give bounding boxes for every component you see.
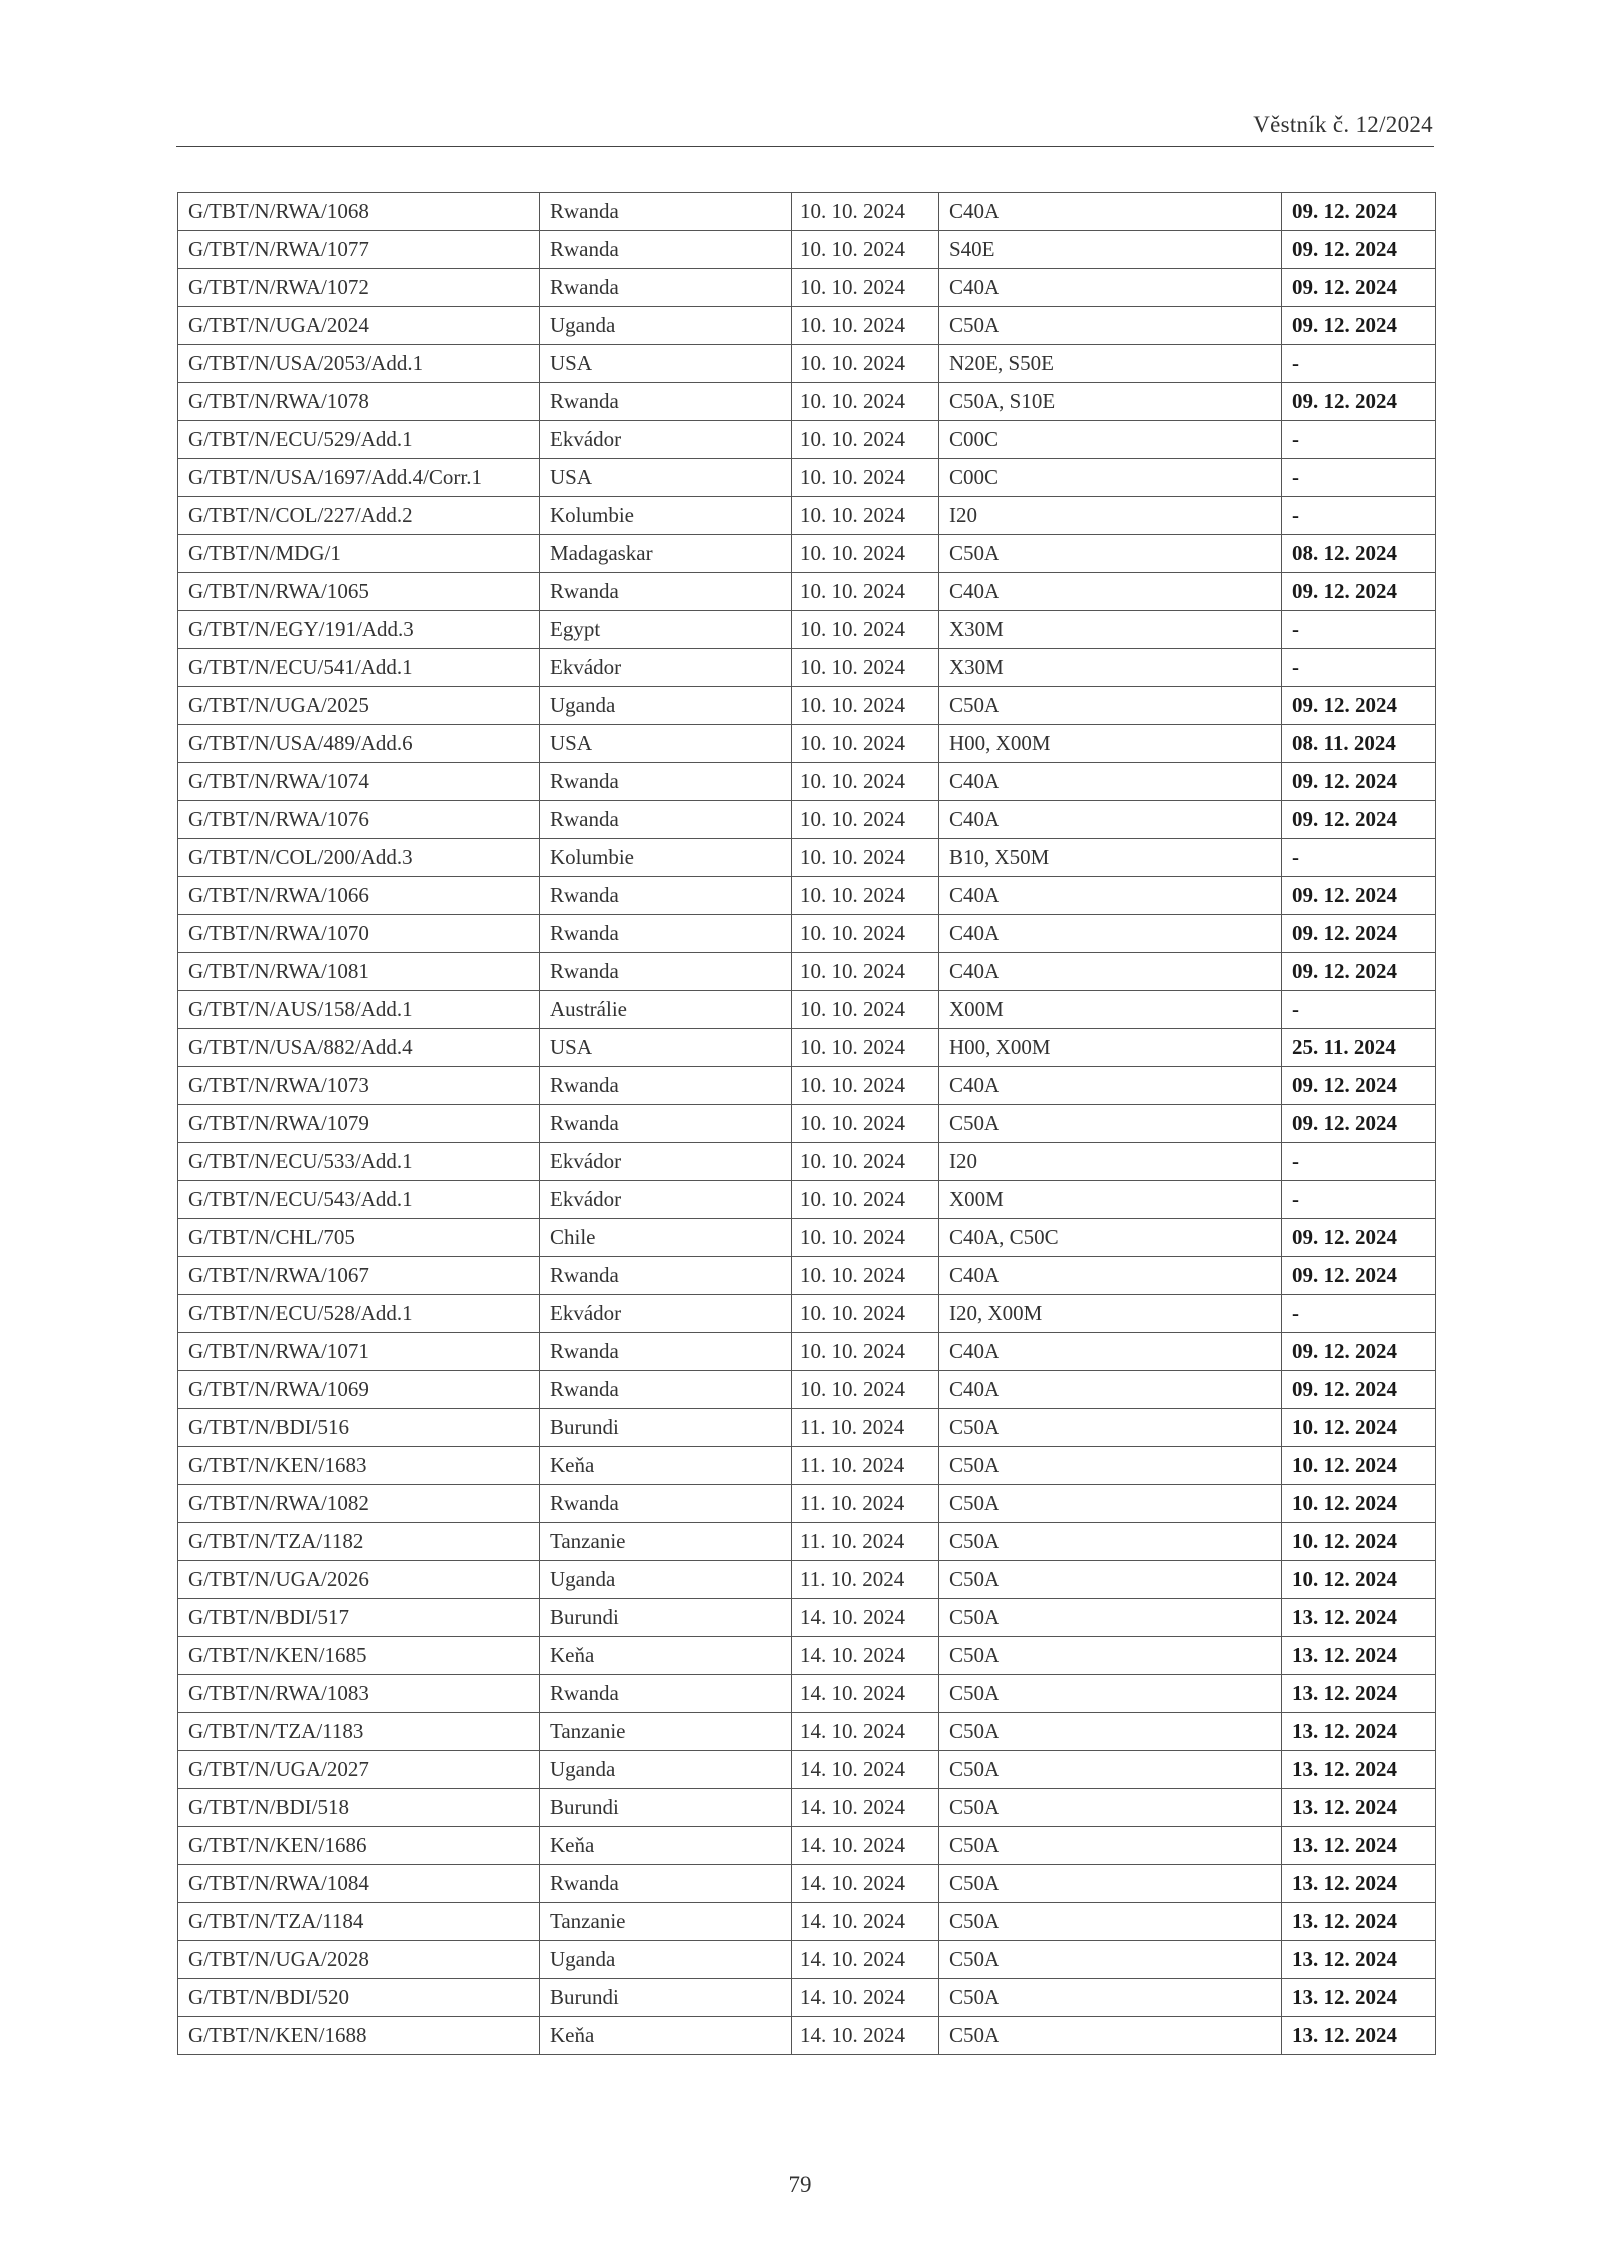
notification-id-cell: G/TBT/N/RWA/1067 (178, 1257, 540, 1295)
notification-date-cell: 14. 10. 2024 (792, 1979, 939, 2017)
ics-codes-cell: C50A (939, 1599, 1282, 1637)
comment-deadline-cell: 09. 12. 2024 (1282, 269, 1436, 307)
table-row (178, 1105, 1436, 1143)
notification-date-cell: 10. 10. 2024 (792, 1181, 939, 1219)
comment-deadline-cell: 13. 12. 2024 (1282, 1903, 1436, 1941)
notification-id-cell: G/TBT/N/KEN/1683 (178, 1447, 540, 1485)
notification-id-cell: G/TBT/N/AUS/158/Add.1 (178, 991, 540, 1029)
notification-id-cell: G/TBT/N/RWA/1081 (178, 953, 540, 991)
table-row (178, 1219, 1436, 1257)
notification-date-cell: 14. 10. 2024 (792, 1941, 939, 1979)
ics-codes-cell: C40A (939, 573, 1282, 611)
notification-date-cell: 10. 10. 2024 (792, 307, 939, 345)
country-cell: Burundi (540, 1599, 792, 1637)
notification-id-cell: G/TBT/N/KEN/1688 (178, 2017, 540, 2055)
notification-date-cell: 10. 10. 2024 (792, 991, 939, 1029)
notification-date-cell: 10. 10. 2024 (792, 649, 939, 687)
comment-deadline-cell: 13. 12. 2024 (1282, 1751, 1436, 1789)
comment-deadline-cell: - (1282, 345, 1436, 383)
notification-id-cell: G/TBT/N/USA/489/Add.6 (178, 725, 540, 763)
table-row (178, 801, 1436, 839)
table-row (178, 231, 1436, 269)
ics-codes-cell: N20E, S50E (939, 345, 1282, 383)
notification-id-cell: G/TBT/N/RWA/1084 (178, 1865, 540, 1903)
ics-codes-cell: C50A (939, 2017, 1282, 2055)
country-cell: USA (540, 459, 792, 497)
ics-codes-cell: C40A (939, 877, 1282, 915)
table-row (178, 1941, 1436, 1979)
notification-date-cell: 10. 10. 2024 (792, 1295, 939, 1333)
table-row (178, 1675, 1436, 1713)
notification-date-cell: 10. 10. 2024 (792, 573, 939, 611)
notification-date-cell: 10. 10. 2024 (792, 763, 939, 801)
country-cell: Rwanda (540, 1865, 792, 1903)
comment-deadline-cell: - (1282, 1143, 1436, 1181)
notification-id-cell: G/TBT/N/RWA/1078 (178, 383, 540, 421)
country-cell: Uganda (540, 687, 792, 725)
table-row (178, 1751, 1436, 1789)
notification-id-cell: G/TBT/N/RWA/1077 (178, 231, 540, 269)
comment-deadline-cell: 13. 12. 2024 (1282, 1637, 1436, 1675)
notification-id-cell: G/TBT/N/ECU/543/Add.1 (178, 1181, 540, 1219)
ics-codes-cell: C50A (939, 1637, 1282, 1675)
ics-codes-cell: C50A (939, 1675, 1282, 1713)
notification-id-cell: G/TBT/N/RWA/1079 (178, 1105, 540, 1143)
country-cell: Rwanda (540, 269, 792, 307)
comment-deadline-cell: 09. 12. 2024 (1282, 231, 1436, 269)
comment-deadline-cell: - (1282, 1181, 1436, 1219)
comment-deadline-cell: 08. 11. 2024 (1282, 725, 1436, 763)
country-cell: Burundi (540, 1789, 792, 1827)
notification-date-cell: 10. 10. 2024 (792, 383, 939, 421)
table-row (178, 1713, 1436, 1751)
notification-date-cell: 10. 10. 2024 (792, 1333, 939, 1371)
ics-codes-cell: C50A (939, 1713, 1282, 1751)
country-cell: Ekvádor (540, 1143, 792, 1181)
ics-codes-cell: C40A (939, 915, 1282, 953)
comment-deadline-cell: 10. 12. 2024 (1282, 1409, 1436, 1447)
country-cell: Tanzanie (540, 1523, 792, 1561)
comment-deadline-cell: 09. 12. 2024 (1282, 1333, 1436, 1371)
comment-deadline-cell: 25. 11. 2024 (1282, 1029, 1436, 1067)
page-header-title: Věstník č. 12/2024 (1253, 112, 1433, 137)
country-cell: Keňa (540, 1637, 792, 1675)
country-cell: Rwanda (540, 1371, 792, 1409)
ics-codes-cell: C40A (939, 1067, 1282, 1105)
table-row (178, 1371, 1436, 1409)
table-row (178, 1333, 1436, 1371)
ics-codes-cell: C50A (939, 1979, 1282, 2017)
table-row (178, 1789, 1436, 1827)
ics-codes-cell: C50A (939, 1941, 1282, 1979)
comment-deadline-cell: 10. 12. 2024 (1282, 1447, 1436, 1485)
table-row (178, 1485, 1436, 1523)
comment-deadline-cell: 09. 12. 2024 (1282, 1371, 1436, 1409)
ics-codes-cell: C50A (939, 1105, 1282, 1143)
notification-id-cell: G/TBT/N/COL/200/Add.3 (178, 839, 540, 877)
ics-codes-cell: C50A (939, 1827, 1282, 1865)
country-cell: Rwanda (540, 1485, 792, 1523)
notification-date-cell: 14. 10. 2024 (792, 1903, 939, 1941)
comment-deadline-cell: 13. 12. 2024 (1282, 1865, 1436, 1903)
ics-codes-cell: C40A (939, 763, 1282, 801)
ics-codes-cell: C40A (939, 953, 1282, 991)
comment-deadline-cell: 13. 12. 2024 (1282, 1675, 1436, 1713)
table-row (178, 1637, 1436, 1675)
notification-id-cell: G/TBT/N/UGA/2028 (178, 1941, 540, 1979)
table-row (178, 1523, 1436, 1561)
notification-id-cell: G/TBT/N/RWA/1073 (178, 1067, 540, 1105)
country-cell: Rwanda (540, 383, 792, 421)
notification-id-cell: G/TBT/N/BDI/518 (178, 1789, 540, 1827)
comment-deadline-cell: 09. 12. 2024 (1282, 1105, 1436, 1143)
country-cell: Chile (540, 1219, 792, 1257)
table-row (178, 2017, 1436, 2055)
notification-date-cell: 10. 10. 2024 (792, 459, 939, 497)
notification-date-cell: 10. 10. 2024 (792, 1257, 939, 1295)
country-cell: Kolumbie (540, 839, 792, 877)
country-cell: Rwanda (540, 231, 792, 269)
table-row (178, 1257, 1436, 1295)
ics-codes-cell: I20 (939, 1143, 1282, 1181)
ics-codes-cell: C40A (939, 269, 1282, 307)
notification-id-cell: G/TBT/N/BDI/520 (178, 1979, 540, 2017)
notification-id-cell: G/TBT/N/KEN/1685 (178, 1637, 540, 1675)
comment-deadline-cell: - (1282, 459, 1436, 497)
notification-date-cell: 10. 10. 2024 (792, 877, 939, 915)
notification-id-cell: G/TBT/N/UGA/2024 (178, 307, 540, 345)
notification-id-cell: G/TBT/N/MDG/1 (178, 535, 540, 573)
table-row (178, 193, 1436, 231)
ics-codes-cell: C50A (939, 1409, 1282, 1447)
ics-codes-cell: C50A (939, 1751, 1282, 1789)
ics-codes-cell: C40A (939, 1333, 1282, 1371)
comment-deadline-cell: 09. 12. 2024 (1282, 687, 1436, 725)
country-cell: Ekvádor (540, 1181, 792, 1219)
table-row (178, 877, 1436, 915)
table-row (178, 421, 1436, 459)
notification-date-cell: 10. 10. 2024 (792, 231, 939, 269)
ics-codes-cell: C00C (939, 421, 1282, 459)
notification-date-cell: 11. 10. 2024 (792, 1485, 939, 1523)
country-cell: USA (540, 345, 792, 383)
notification-date-cell: 10. 10. 2024 (792, 1105, 939, 1143)
country-cell: Ekvádor (540, 1295, 792, 1333)
ics-codes-cell: C50A, S10E (939, 383, 1282, 421)
notification-id-cell: G/TBT/N/USA/1697/Add.4/Corr.1 (178, 459, 540, 497)
country-cell: Rwanda (540, 573, 792, 611)
country-cell: Rwanda (540, 1105, 792, 1143)
comment-deadline-cell: 09. 12. 2024 (1282, 307, 1436, 345)
page-number: 79 (788, 2172, 812, 2197)
notification-date-cell: 10. 10. 2024 (792, 725, 939, 763)
table-row (178, 1409, 1436, 1447)
ics-codes-cell: C50A (939, 1523, 1282, 1561)
country-cell: Rwanda (540, 877, 792, 915)
country-cell: Uganda (540, 307, 792, 345)
country-cell: Rwanda (540, 763, 792, 801)
notification-date-cell: 10. 10. 2024 (792, 915, 939, 953)
comment-deadline-cell: 13. 12. 2024 (1282, 2017, 1436, 2055)
header-divider (176, 146, 1434, 147)
notification-id-cell: G/TBT/N/RWA/1082 (178, 1485, 540, 1523)
ics-codes-cell: B10, X50M (939, 839, 1282, 877)
notification-id-cell: G/TBT/N/RWA/1069 (178, 1371, 540, 1409)
table-row (178, 269, 1436, 307)
notification-id-cell: G/TBT/N/RWA/1065 (178, 573, 540, 611)
notification-date-cell: 10. 10. 2024 (792, 345, 939, 383)
notifications-table-body (178, 193, 1436, 2055)
notification-date-cell: 10. 10. 2024 (792, 1219, 939, 1257)
ics-codes-cell: X00M (939, 1181, 1282, 1219)
notification-id-cell: G/TBT/N/USA/882/Add.4 (178, 1029, 540, 1067)
notification-id-cell: G/TBT/N/ECU/541/Add.1 (178, 649, 540, 687)
country-cell: Uganda (540, 1751, 792, 1789)
comment-deadline-cell: 09. 12. 2024 (1282, 383, 1436, 421)
comment-deadline-cell: - (1282, 839, 1436, 877)
notification-date-cell: 10. 10. 2024 (792, 1143, 939, 1181)
comment-deadline-cell: 09. 12. 2024 (1282, 193, 1436, 231)
notification-date-cell: 10. 10. 2024 (792, 1371, 939, 1409)
table-row (178, 459, 1436, 497)
ics-codes-cell: C50A (939, 307, 1282, 345)
ics-codes-cell: X00M (939, 991, 1282, 1029)
notification-date-cell: 14. 10. 2024 (792, 1637, 939, 1675)
table-row (178, 1067, 1436, 1105)
comment-deadline-cell: - (1282, 649, 1436, 687)
ics-codes-cell: H00, X00M (939, 725, 1282, 763)
comment-deadline-cell: 10. 12. 2024 (1282, 1561, 1436, 1599)
ics-codes-cell: C50A (939, 535, 1282, 573)
comment-deadline-cell: 10. 12. 2024 (1282, 1523, 1436, 1561)
ics-codes-cell: I20 (939, 497, 1282, 535)
table-row (178, 1979, 1436, 2017)
ics-codes-cell: C40A (939, 801, 1282, 839)
ics-codes-cell: C40A (939, 1257, 1282, 1295)
table-row (178, 915, 1436, 953)
country-cell: Burundi (540, 1979, 792, 2017)
comment-deadline-cell: 09. 12. 2024 (1282, 763, 1436, 801)
ics-codes-cell: C40A, C50C (939, 1219, 1282, 1257)
country-cell: Rwanda (540, 915, 792, 953)
notification-date-cell: 14. 10. 2024 (792, 1827, 939, 1865)
ics-codes-cell: S40E (939, 231, 1282, 269)
country-cell: Keňa (540, 1827, 792, 1865)
notification-date-cell: 11. 10. 2024 (792, 1523, 939, 1561)
notification-id-cell: G/TBT/N/CHL/705 (178, 1219, 540, 1257)
comment-deadline-cell: - (1282, 421, 1436, 459)
notification-date-cell: 14. 10. 2024 (792, 2017, 939, 2055)
comment-deadline-cell: 10. 12. 2024 (1282, 1485, 1436, 1523)
notification-id-cell: G/TBT/N/RWA/1066 (178, 877, 540, 915)
comment-deadline-cell: 09. 12. 2024 (1282, 1067, 1436, 1105)
comment-deadline-cell: 09. 12. 2024 (1282, 1257, 1436, 1295)
notification-id-cell: G/TBT/N/RWA/1076 (178, 801, 540, 839)
country-cell: Egypt (540, 611, 792, 649)
ics-codes-cell: C50A (939, 1903, 1282, 1941)
table-row (178, 1903, 1436, 1941)
notification-id-cell: G/TBT/N/RWA/1068 (178, 193, 540, 231)
notification-id-cell: G/TBT/N/RWA/1074 (178, 763, 540, 801)
country-cell: Keňa (540, 2017, 792, 2055)
notification-id-cell: G/TBT/N/TZA/1183 (178, 1713, 540, 1751)
notification-date-cell: 10. 10. 2024 (792, 1067, 939, 1105)
table-row (178, 1827, 1436, 1865)
comment-deadline-cell: - (1282, 1295, 1436, 1333)
country-cell: Keňa (540, 1447, 792, 1485)
ics-codes-cell: C40A (939, 193, 1282, 231)
notification-date-cell: 14. 10. 2024 (792, 1751, 939, 1789)
notification-id-cell: G/TBT/N/RWA/1071 (178, 1333, 540, 1371)
country-cell: Kolumbie (540, 497, 792, 535)
ics-codes-cell: C50A (939, 1561, 1282, 1599)
table-row (178, 991, 1436, 1029)
country-cell: Burundi (540, 1409, 792, 1447)
comment-deadline-cell: 09. 12. 2024 (1282, 915, 1436, 953)
country-cell: Uganda (540, 1561, 792, 1599)
notification-id-cell: G/TBT/N/TZA/1182 (178, 1523, 540, 1561)
ics-codes-cell: C50A (939, 1485, 1282, 1523)
notification-id-cell: G/TBT/N/UGA/2027 (178, 1751, 540, 1789)
notification-id-cell: G/TBT/N/BDI/517 (178, 1599, 540, 1637)
table-row (178, 1447, 1436, 1485)
table-row (178, 611, 1436, 649)
country-cell: Rwanda (540, 953, 792, 991)
country-cell: Rwanda (540, 193, 792, 231)
comment-deadline-cell: 09. 12. 2024 (1282, 953, 1436, 991)
table-row (178, 1865, 1436, 1903)
table-row (178, 497, 1436, 535)
notification-id-cell: G/TBT/N/RWA/1070 (178, 915, 540, 953)
notification-id-cell: G/TBT/N/UGA/2026 (178, 1561, 540, 1599)
comment-deadline-cell: 09. 12. 2024 (1282, 877, 1436, 915)
notification-date-cell: 11. 10. 2024 (792, 1409, 939, 1447)
comment-deadline-cell: - (1282, 991, 1436, 1029)
table-row (178, 307, 1436, 345)
comment-deadline-cell: 13. 12. 2024 (1282, 1827, 1436, 1865)
table-row (178, 1295, 1436, 1333)
country-cell: Tanzanie (540, 1713, 792, 1751)
notification-date-cell: 11. 10. 2024 (792, 1561, 939, 1599)
country-cell: USA (540, 725, 792, 763)
ics-codes-cell: C50A (939, 1789, 1282, 1827)
comment-deadline-cell: 13. 12. 2024 (1282, 1713, 1436, 1751)
table-row (178, 1029, 1436, 1067)
table-row (178, 839, 1436, 877)
ics-codes-cell: I20, X00M (939, 1295, 1282, 1333)
comment-deadline-cell: 09. 12. 2024 (1282, 1219, 1436, 1257)
notification-date-cell: 10. 10. 2024 (792, 1029, 939, 1067)
notification-date-cell: 10. 10. 2024 (792, 687, 939, 725)
notification-id-cell: G/TBT/N/ECU/533/Add.1 (178, 1143, 540, 1181)
comment-deadline-cell: 09. 12. 2024 (1282, 573, 1436, 611)
country-cell: Rwanda (540, 1333, 792, 1371)
country-cell: Rwanda (540, 801, 792, 839)
table-row (178, 725, 1436, 763)
notification-date-cell: 14. 10. 2024 (792, 1599, 939, 1637)
table-row (178, 345, 1436, 383)
country-cell: Madagaskar (540, 535, 792, 573)
notification-date-cell: 14. 10. 2024 (792, 1789, 939, 1827)
country-cell: Rwanda (540, 1067, 792, 1105)
comment-deadline-cell: 13. 12. 2024 (1282, 1789, 1436, 1827)
notification-date-cell: 10. 10. 2024 (792, 611, 939, 649)
notification-id-cell: G/TBT/N/BDI/516 (178, 1409, 540, 1447)
comment-deadline-cell: - (1282, 497, 1436, 535)
ics-codes-cell: C50A (939, 687, 1282, 725)
ics-codes-cell: C40A (939, 1371, 1282, 1409)
notification-id-cell: G/TBT/N/COL/227/Add.2 (178, 497, 540, 535)
notification-id-cell: G/TBT/N/UGA/2025 (178, 687, 540, 725)
ics-codes-cell: C00C (939, 459, 1282, 497)
table-row (178, 687, 1436, 725)
notification-date-cell: 14. 10. 2024 (792, 1713, 939, 1751)
comment-deadline-cell: 13. 12. 2024 (1282, 1979, 1436, 2017)
ics-codes-cell: X30M (939, 611, 1282, 649)
notification-id-cell: G/TBT/N/KEN/1686 (178, 1827, 540, 1865)
country-cell: Rwanda (540, 1257, 792, 1295)
comment-deadline-cell: 13. 12. 2024 (1282, 1599, 1436, 1637)
table-row (178, 953, 1436, 991)
table-row (178, 1599, 1436, 1637)
notification-date-cell: 10. 10. 2024 (792, 801, 939, 839)
notification-id-cell: G/TBT/N/ECU/529/Add.1 (178, 421, 540, 459)
notification-id-cell: G/TBT/N/RWA/1072 (178, 269, 540, 307)
country-cell: Rwanda (540, 1675, 792, 1713)
notification-date-cell: 10. 10. 2024 (792, 953, 939, 991)
notification-id-cell: G/TBT/N/USA/2053/Add.1 (178, 345, 540, 383)
comment-deadline-cell: 09. 12. 2024 (1282, 801, 1436, 839)
notification-date-cell: 10. 10. 2024 (792, 193, 939, 231)
country-cell: USA (540, 1029, 792, 1067)
table-row (178, 535, 1436, 573)
notifications-table (177, 192, 1436, 2055)
country-cell: Uganda (540, 1941, 792, 1979)
table-row (178, 1181, 1436, 1219)
country-cell: Tanzanie (540, 1903, 792, 1941)
notification-id-cell: G/TBT/N/EGY/191/Add.3 (178, 611, 540, 649)
notification-date-cell: 11. 10. 2024 (792, 1447, 939, 1485)
table-row (178, 383, 1436, 421)
notification-date-cell: 10. 10. 2024 (792, 269, 939, 307)
table-row (178, 1561, 1436, 1599)
ics-codes-cell: C50A (939, 1447, 1282, 1485)
ics-codes-cell: X30M (939, 649, 1282, 687)
notification-id-cell: G/TBT/N/TZA/1184 (178, 1903, 540, 1941)
notification-date-cell: 14. 10. 2024 (792, 1675, 939, 1713)
country-cell: Austrálie (540, 991, 792, 1029)
ics-codes-cell: C50A (939, 1865, 1282, 1903)
notification-date-cell: 14. 10. 2024 (792, 1865, 939, 1903)
notification-date-cell: 10. 10. 2024 (792, 497, 939, 535)
country-cell: Ekvádor (540, 649, 792, 687)
table-row (178, 763, 1436, 801)
country-cell: Ekvádor (540, 421, 792, 459)
ics-codes-cell: H00, X00M (939, 1029, 1282, 1067)
table-row (178, 649, 1436, 687)
comment-deadline-cell: 13. 12. 2024 (1282, 1941, 1436, 1979)
table-row (178, 1143, 1436, 1181)
notification-date-cell: 10. 10. 2024 (792, 421, 939, 459)
notification-id-cell: G/TBT/N/ECU/528/Add.1 (178, 1295, 540, 1333)
notification-date-cell: 10. 10. 2024 (792, 535, 939, 573)
comment-deadline-cell: - (1282, 611, 1436, 649)
notification-id-cell: G/TBT/N/RWA/1083 (178, 1675, 540, 1713)
notification-date-cell: 10. 10. 2024 (792, 839, 939, 877)
comment-deadline-cell: 08. 12. 2024 (1282, 535, 1436, 573)
table-row (178, 573, 1436, 611)
